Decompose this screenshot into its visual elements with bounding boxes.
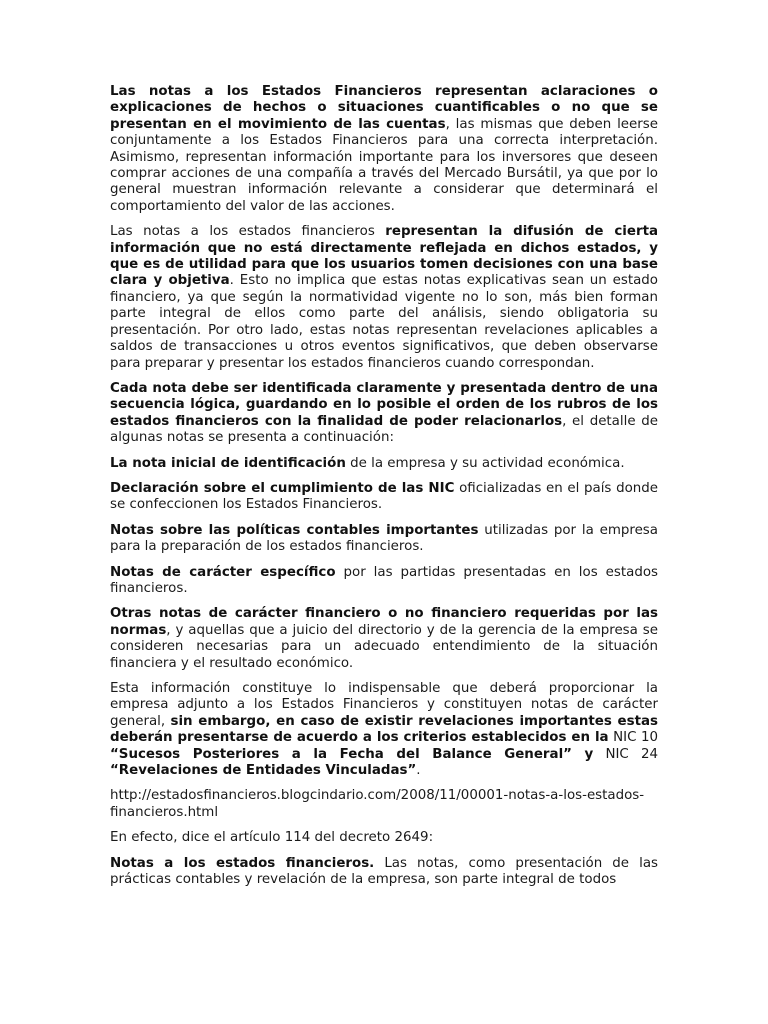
bold-text-segment: “Revelaciones de Entidades Vinculadas” <box>110 763 417 779</box>
bold-text-segment: Declaración sobre el cumplimiento de las NIC <box>110 480 455 496</box>
text-segment: . Esto no implica que estas notas explicativas sean un estado financiero, ya que según la normatividad vigente no lo son, más bien forman parte integral de ellos como parte del análisis, siendo obligatoria su presentación. Por otro lado, estas notas representan revelaciones aplicables a saldos de transacciones u otros eventos significativos, que deben observarse para preparar y presentar los estados financieros cuando correspondan. <box>110 273 658 371</box>
text-segment: , las mismas que deben leerse conjuntamente a los Estados Financieros para una correcta interpretación. Asimismo, representan información importante para los inversores que deseen comprar acciones de una compañía a través del Mercado Bursátil, ya que por lo general muestran información relevante a considerar que determinará el comportamiento del valor de las acciones. <box>110 116 659 214</box>
text-segment: Esta información constituye lo indispensable que deberá proporcionar la empresa adjunto a los Estados Financieros y constituyen notas de carácter general, <box>110 681 658 729</box>
paragraph <box>110 481 658 514</box>
text-segment: , el detalle de algunas notas se presenta a continuación: <box>110 413 658 446</box>
bold-text-segment: Notas a los estados financieros. <box>110 855 375 871</box>
paragraph <box>110 788 658 821</box>
paragraph <box>110 565 658 598</box>
bold-text-segment: Las notas a los Estados Financieros representan aclaraciones o explicaciones de hechos o situaciones cuantificables o no que se presentan en el movimiento de las cuentas <box>110 84 658 132</box>
text-segment: En efecto, dice el artículo 114 del decreto 2649: <box>110 830 434 846</box>
paragraph <box>110 681 658 779</box>
text-segment: Las notas, como presentación de las prácticas contables y revelación de la empresa, son parte integral de todos <box>110 855 659 888</box>
bold-text-segment: Notas sobre las políticas contables importantes <box>110 522 479 538</box>
text-segment: oficializadas en el país donde se confeccionen los Estados Financieros. <box>110 480 658 513</box>
bold-text-segment: sin embargo, en caso de existir revelaciones importantes estas deberán presentarse de acuerdo a los criterios establecidos en la <box>110 713 658 746</box>
paragraph <box>110 456 658 472</box>
bold-text-segment: Otras notas de carácter financiero o no financiero requeridas por las normas <box>110 606 658 638</box>
text-segment: http://estadosfinancieros.blogcindario.com/2008/11/00001-notas-a-los-estados-financieros.html <box>110 788 645 820</box>
bold-text-segment: y <box>571 746 594 762</box>
text-segment: NIC 24 <box>593 746 658 762</box>
paragraph <box>110 381 658 447</box>
paragraph <box>110 84 658 215</box>
text-segment: NIC 10 <box>608 730 658 746</box>
paragraph <box>110 856 658 889</box>
bold-text-segment: “Sucesos Posteriores a la Fecha del Balance General” <box>110 746 572 762</box>
paragraph <box>110 606 658 672</box>
bold-text-segment: Notas de carácter específico <box>110 564 336 580</box>
text-segment: , y aquellas que a juicio del directorio y de la gerencia de la empresa se consideren necesarias para un adecuado entendimiento de la situación financiera y el resultado económico. <box>110 622 658 671</box>
document-body <box>110 84 658 897</box>
bold-text-segment: La nota inicial de identificación <box>110 455 346 471</box>
paragraph <box>110 830 658 846</box>
text-segment: por las partidas presentadas en los estados financieros. <box>110 564 658 596</box>
bold-text-segment: representan la difusión de cierta información que no está directamente reflejada en dichos estados, y que es de utilidad para que los usuarios tomen decisiones con una base clara y objetiva <box>110 224 659 289</box>
paragraph <box>110 523 658 556</box>
text-segment: Las notas a los estados financieros <box>110 224 386 240</box>
paragraph <box>110 224 658 372</box>
bold-text-segment: Cada nota debe ser identificada claramente y presentada dentro de una secuencia lógica, guardando en lo posible el orden de los rubros de los estados financieros con la finalidad de poder relacionarlos <box>110 380 658 429</box>
text-segment: . <box>416 763 421 779</box>
text-segment: de la empresa y su actividad económica. <box>345 455 625 471</box>
text-segment: utilizadas por la empresa para la preparación de los estados financieros. <box>110 522 658 555</box>
